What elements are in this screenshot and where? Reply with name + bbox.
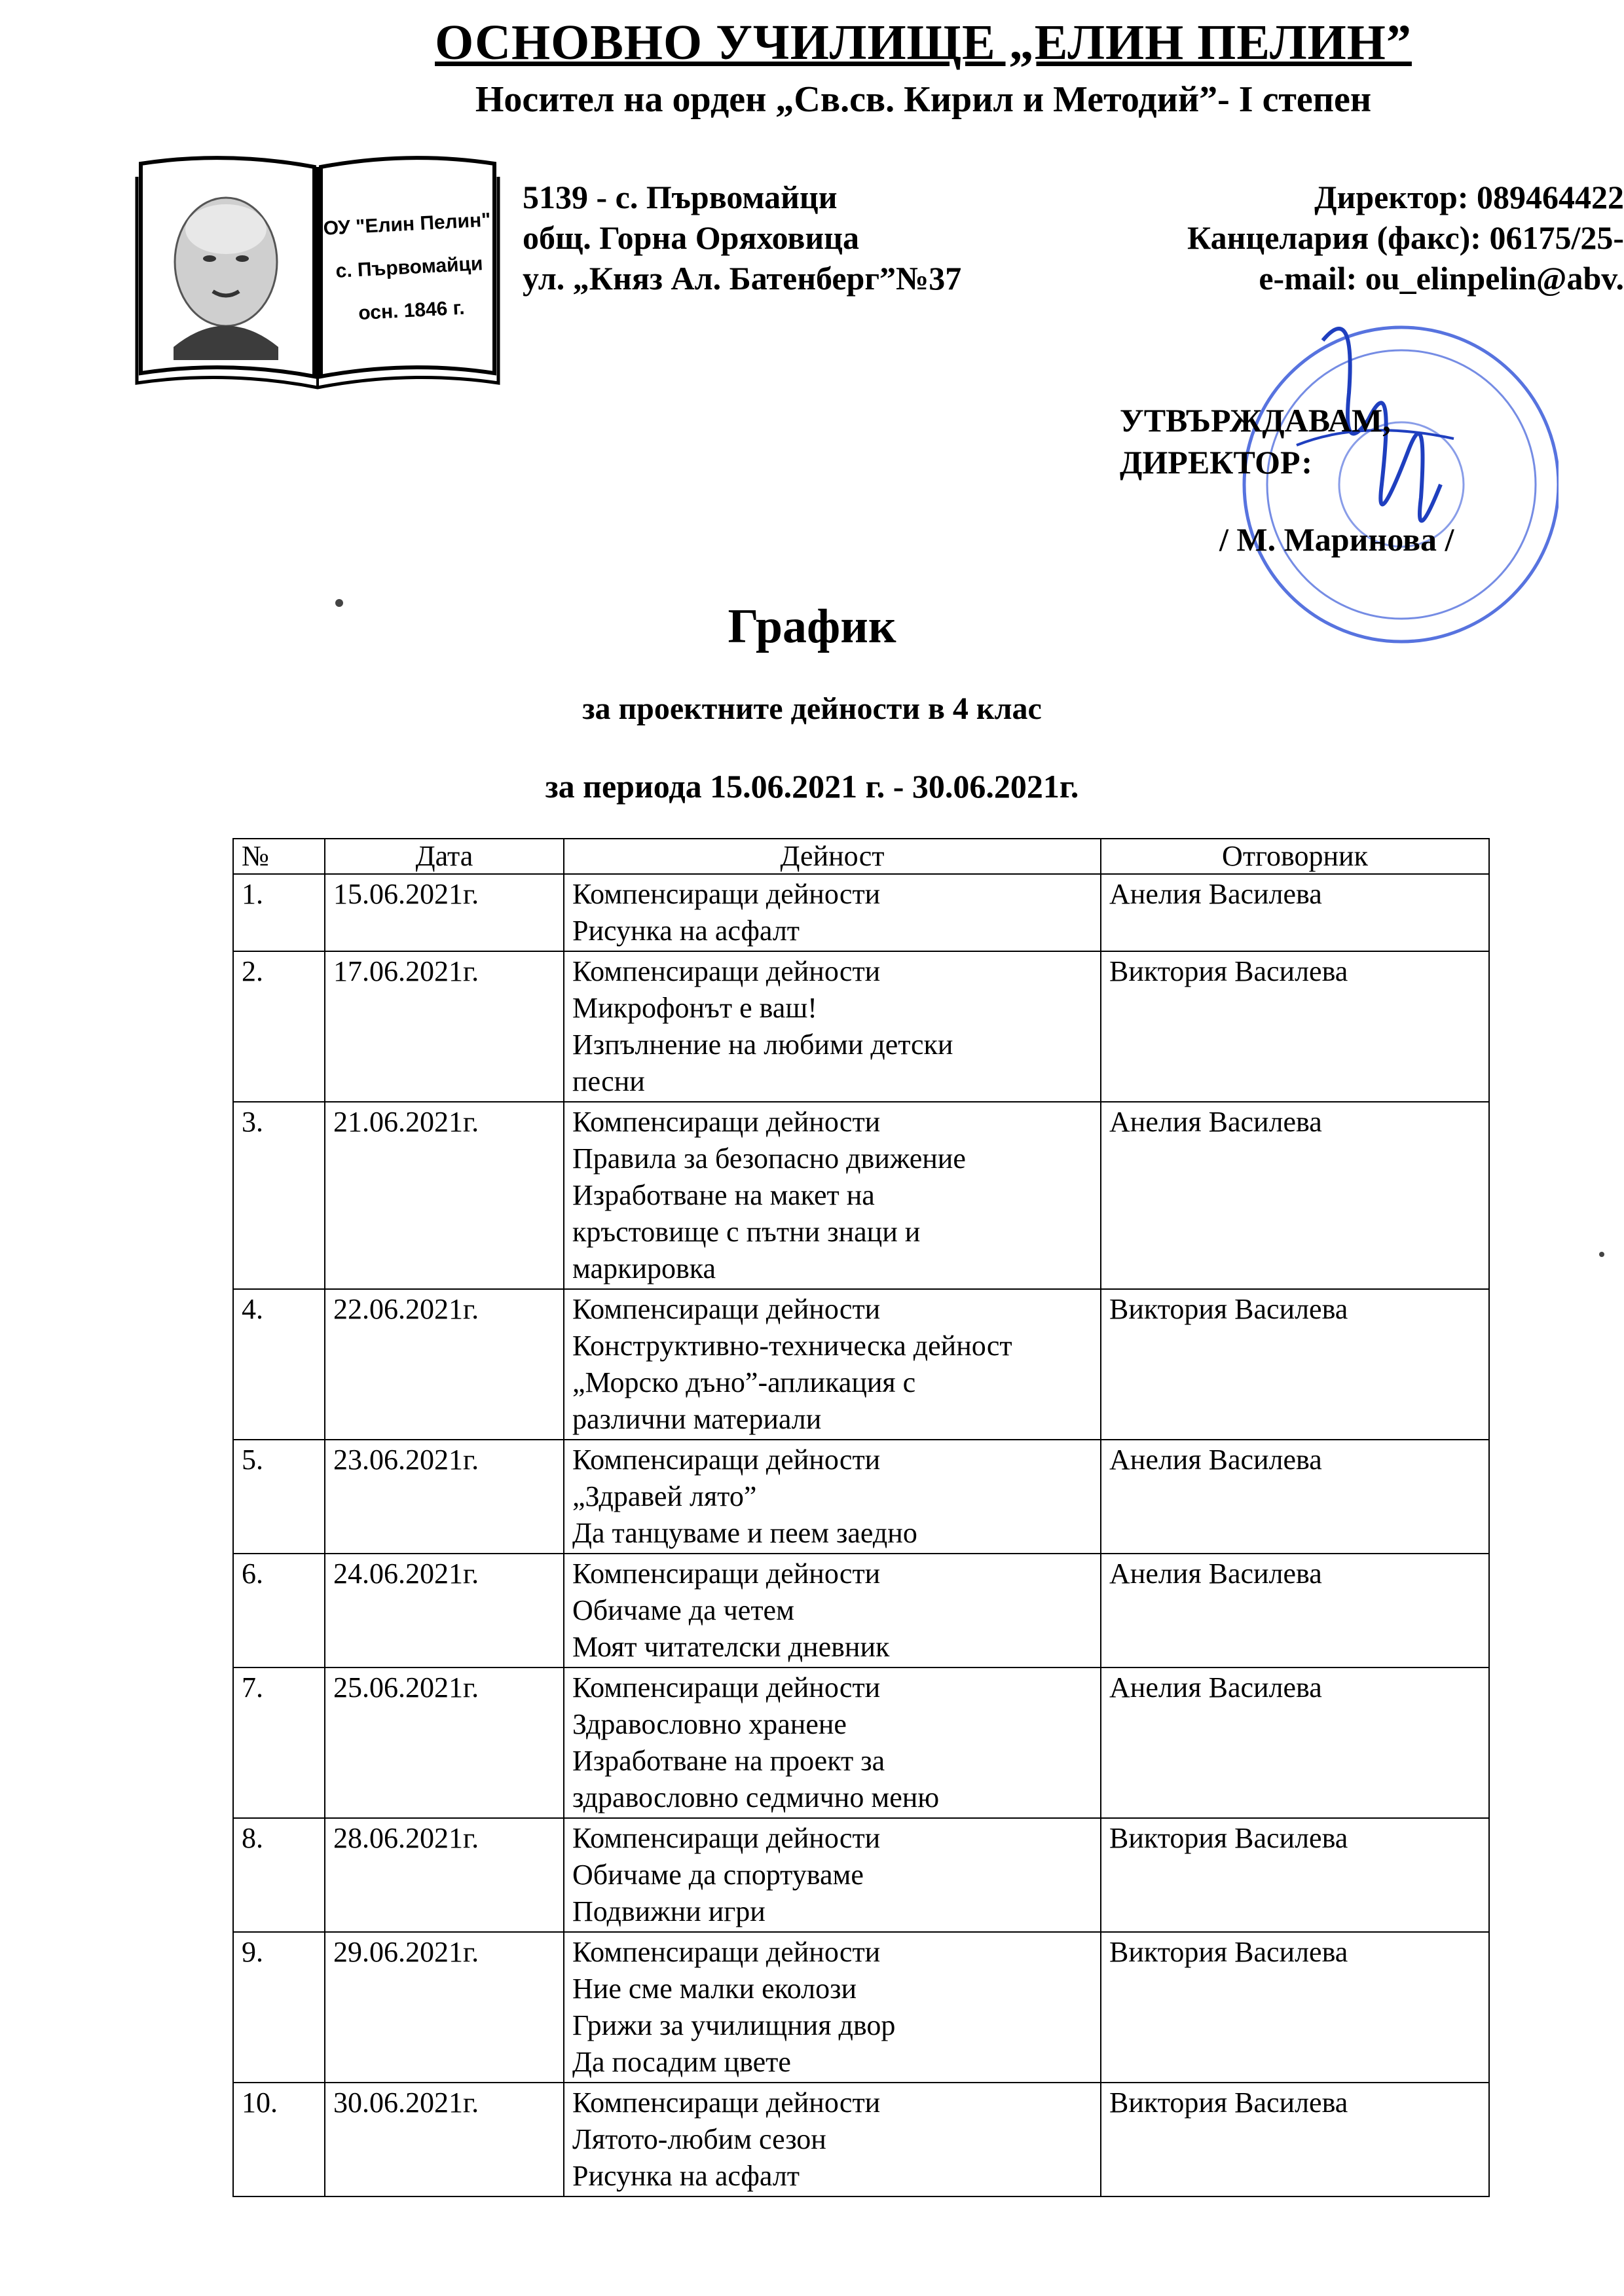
table-row	[233, 951, 1489, 1102]
activity-line: Грижи за училищния двор	[572, 2009, 896, 2041]
row-number: 9.	[233, 1932, 325, 2083]
activity-line: Ние сме малки еколози	[572, 1973, 857, 2005]
row-responsible: Виктория Василева	[1101, 1818, 1489, 1932]
table-row	[233, 1818, 1489, 1932]
table-row	[233, 1554, 1489, 1667]
row-number: 1.	[233, 874, 325, 951]
row-date: 24.06.2021г.	[325, 1554, 564, 1667]
document-subtitle: за проектните дейности в 4 клас	[582, 691, 1042, 726]
table-row	[233, 1289, 1489, 1440]
director-signature-name: / М. Маринова /	[1219, 521, 1454, 558]
header-responsible: Отговорник	[1101, 839, 1489, 874]
row-responsible: Виктория Василева	[1101, 2083, 1489, 2196]
row-date: 15.06.2021г.	[325, 874, 564, 951]
activity-line: маркировка	[572, 1252, 716, 1285]
row-date: 25.06.2021г.	[325, 1667, 564, 1818]
row-number: 3.	[233, 1102, 325, 1289]
activity-line: Компенсиращи дейности	[572, 955, 881, 987]
activity-line: Здравословно хранене	[572, 1708, 847, 1740]
row-activity	[564, 1102, 1101, 1289]
logo-text-line3: осн. 1846 г.	[358, 297, 466, 325]
table-row	[233, 2083, 1489, 2196]
activity-line: Компенсиращи дейности	[572, 1444, 881, 1476]
school-award: Носител на орден „Св.св. Кирил и Методий”- I степен	[475, 79, 1372, 120]
row-activity	[564, 1554, 1101, 1667]
activity-line: Правила за безопасно движение	[572, 1142, 966, 1175]
address-line1: 5139 - с. Първомайци	[523, 179, 838, 215]
row-number: 2.	[233, 951, 325, 1102]
row-date: 23.06.2021г.	[325, 1440, 564, 1554]
activity-line: Рисунка на асфалт	[572, 2160, 800, 2192]
row-activity	[564, 1818, 1101, 1932]
row-responsible: Анелия Василева	[1101, 1440, 1489, 1554]
row-date: 21.06.2021г.	[325, 1102, 564, 1289]
row-responsible: Виктория Василева	[1101, 1289, 1489, 1440]
row-responsible: Виктория Василева	[1101, 951, 1489, 1102]
row-date: 17.06.2021г.	[325, 951, 564, 1102]
activity-line: Компенсиращи дейности	[572, 878, 881, 910]
activity-line: Компенсиращи дейности	[572, 1293, 881, 1325]
activity-line: здравословно седмично меню	[572, 1781, 940, 1813]
table-row	[233, 1667, 1489, 1818]
approval-line1: УТВЪРЖДАВАМ,	[1120, 402, 1391, 439]
row-activity	[564, 1440, 1101, 1554]
office-fax: Канцелария (факс): 06175/25-	[1187, 219, 1624, 256]
row-number: 5.	[233, 1440, 325, 1554]
activity-line: Обичаме да спортуваме	[572, 1859, 864, 1891]
schedule-body	[233, 874, 1489, 2196]
school-name: ОСНОВНО УЧИЛИЩЕ „ЕЛИН ПЕЛИН”	[435, 15, 1412, 70]
approval-block	[1120, 399, 1391, 483]
header-activity: Дейност	[564, 839, 1101, 874]
scan-speck	[1599, 1252, 1604, 1257]
document-period: за периода 15.06.2021 г. - 30.06.2021г.	[545, 768, 1079, 805]
table-row	[233, 1440, 1489, 1554]
activity-line: различни материали	[572, 1403, 822, 1435]
activity-line: Изработване на макет на	[572, 1179, 875, 1211]
row-number: 7.	[233, 1667, 325, 1818]
activity-line: Компенсиращи дейности	[572, 1106, 881, 1138]
activity-line: Да танцуваме и пеем заедно	[572, 1517, 917, 1549]
table-row	[233, 1932, 1489, 2083]
activity-line: Да посадим цвете	[572, 2046, 791, 2078]
activity-line: Компенсиращи дейности	[572, 1936, 881, 1968]
activity-line: Микрофонът е ваш!	[572, 992, 817, 1024]
row-number: 10.	[233, 2083, 325, 2196]
table-row	[233, 874, 1489, 951]
table-header-row	[233, 839, 1489, 874]
activity-line: кръстовище с пътни знаци и	[572, 1216, 921, 1248]
row-responsible: Анелия Василева	[1101, 1102, 1489, 1289]
row-activity	[564, 1289, 1101, 1440]
row-activity	[564, 1932, 1101, 2083]
row-number: 8.	[233, 1818, 325, 1932]
row-responsible: Анелия Василева	[1101, 1667, 1489, 1818]
row-responsible: Виктория Василева	[1101, 1932, 1489, 2083]
school-logo	[134, 151, 501, 393]
activity-line: Компенсиращи дейности	[572, 1822, 881, 1854]
row-date: 22.06.2021г.	[325, 1289, 564, 1440]
activity-line: Изработване на проект за	[572, 1745, 885, 1777]
activity-line: Компенсиращи дейности	[572, 1558, 881, 1590]
logo-text-line2: с. Първомайци	[335, 253, 484, 282]
row-activity	[564, 2083, 1101, 2196]
row-date: 29.06.2021г.	[325, 1932, 564, 2083]
activity-line: Компенсиращи дейности	[572, 1671, 881, 1704]
school-contacts	[1187, 177, 1624, 299]
activity-line: „Здравей лято”	[572, 1480, 757, 1512]
table-row	[233, 1102, 1489, 1289]
school-address	[523, 177, 961, 299]
activity-line: песни	[572, 1065, 645, 1097]
header-number: №	[233, 839, 325, 874]
row-date: 28.06.2021г.	[325, 1818, 564, 1932]
header-date: Дата	[325, 839, 564, 874]
row-responsible: Анелия Василева	[1101, 1554, 1489, 1667]
address-line3: ул. „Княз Ал. Батенберг”№37	[523, 260, 962, 297]
approval-line2: ДИРЕКТОР:	[1120, 444, 1313, 481]
row-activity	[564, 951, 1101, 1102]
row-responsible: Анелия Василева	[1101, 874, 1489, 951]
row-number: 4.	[233, 1289, 325, 1440]
school-email: e-mail: ou_elinpelin@abv.	[1259, 260, 1624, 297]
activity-line: „Морско дъно”-апликация с	[572, 1366, 916, 1398]
director-phone: Директор: 089464422	[1314, 179, 1624, 215]
activity-line: Рисунка на асфалт	[572, 915, 800, 947]
logo-text-line1: ОУ "Елин Пелин"	[322, 209, 492, 240]
schedule-table	[232, 838, 1490, 2197]
address-line2: общ. Горна Оряховица	[523, 219, 859, 256]
row-number: 6.	[233, 1554, 325, 1667]
activity-line: Моят читателски дневник	[572, 1631, 890, 1663]
activity-line: Изпълнение на любими детски	[572, 1029, 953, 1061]
scan-speck	[335, 599, 343, 607]
activity-line: Лятото-любим сезон	[572, 2123, 826, 2155]
activity-line: Конструктивно-техническа дейност	[572, 1330, 1012, 1362]
document-title: График	[728, 600, 896, 653]
activity-line: Подвижни игри	[572, 1895, 766, 1927]
row-date: 30.06.2021г.	[325, 2083, 564, 2196]
row-activity	[564, 874, 1101, 951]
row-activity	[564, 1667, 1101, 1818]
activity-line: Обичаме да четем	[572, 1594, 794, 1626]
activity-line: Компенсиращи дейности	[572, 2086, 881, 2119]
